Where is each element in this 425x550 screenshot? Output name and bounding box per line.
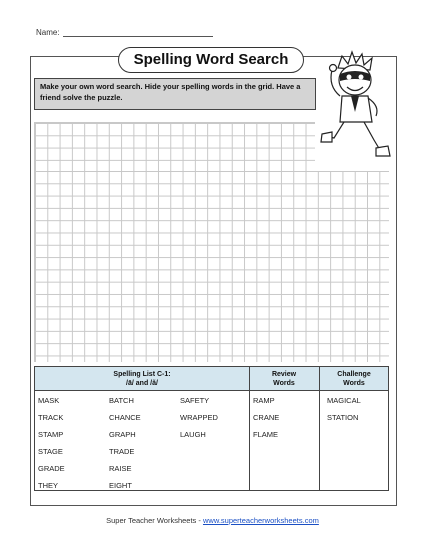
- spelling-word: CHANCE: [109, 413, 141, 422]
- spelling-word: TRACK: [38, 413, 64, 422]
- spelling-word: STAGE: [38, 447, 63, 456]
- challenge-word: MAGICAL: [327, 396, 361, 405]
- review-word: RAMP: [253, 396, 275, 405]
- word-search-grid-top[interactable]: [34, 122, 315, 171]
- review-word: FLAME: [253, 430, 279, 439]
- name-label: Name:: [36, 28, 60, 37]
- spelling-word: EIGHT: [109, 481, 132, 490]
- spelling-word: STAMP: [38, 430, 64, 439]
- footer: [0, 516, 425, 525]
- footer-brand: Super Teacher Worksheets: [106, 516, 197, 525]
- instructions-box: Make your own word search. Hide your spelling words in the grid. Have a friend solve the puzzle.: [34, 78, 316, 110]
- column-divider: [319, 367, 320, 490]
- page-title: Spelling Word Search: [118, 47, 304, 73]
- header-spelling-list: Spelling List C-1: /ā/ and /ă/: [113, 371, 171, 387]
- spelling-word: TRADE: [109, 447, 135, 456]
- spelling-word: BATCH: [109, 396, 134, 405]
- spelling-word: THEY: [38, 481, 59, 490]
- mascot-image: [318, 50, 396, 162]
- spelling-word: GRAPH: [109, 430, 136, 439]
- spelling-words-table: [34, 366, 389, 491]
- spelling-word: SAFETY: [180, 396, 210, 405]
- challenge-word: STATION: [327, 413, 359, 422]
- header-challenge-words: Challenge Words: [337, 371, 371, 387]
- spelling-word: WRAPPED: [180, 413, 218, 422]
- footer-separator: -: [196, 516, 203, 525]
- name-write-line[interactable]: [63, 29, 213, 37]
- word-search-grid[interactable]: [34, 171, 389, 362]
- header-review-words: Review Words: [271, 371, 297, 387]
- footer-link[interactable]: www.superteacherworksheets.com: [202, 516, 319, 525]
- spelling-word: RAISE: [109, 464, 132, 473]
- spelling-word: LAUGH: [180, 430, 206, 439]
- review-word: CRANE: [253, 413, 280, 422]
- table-header-row: [35, 367, 388, 391]
- spelling-word: MASK: [38, 396, 60, 405]
- column-divider: [249, 367, 250, 490]
- spelling-word: GRADE: [38, 464, 65, 473]
- name-line: [36, 28, 213, 37]
